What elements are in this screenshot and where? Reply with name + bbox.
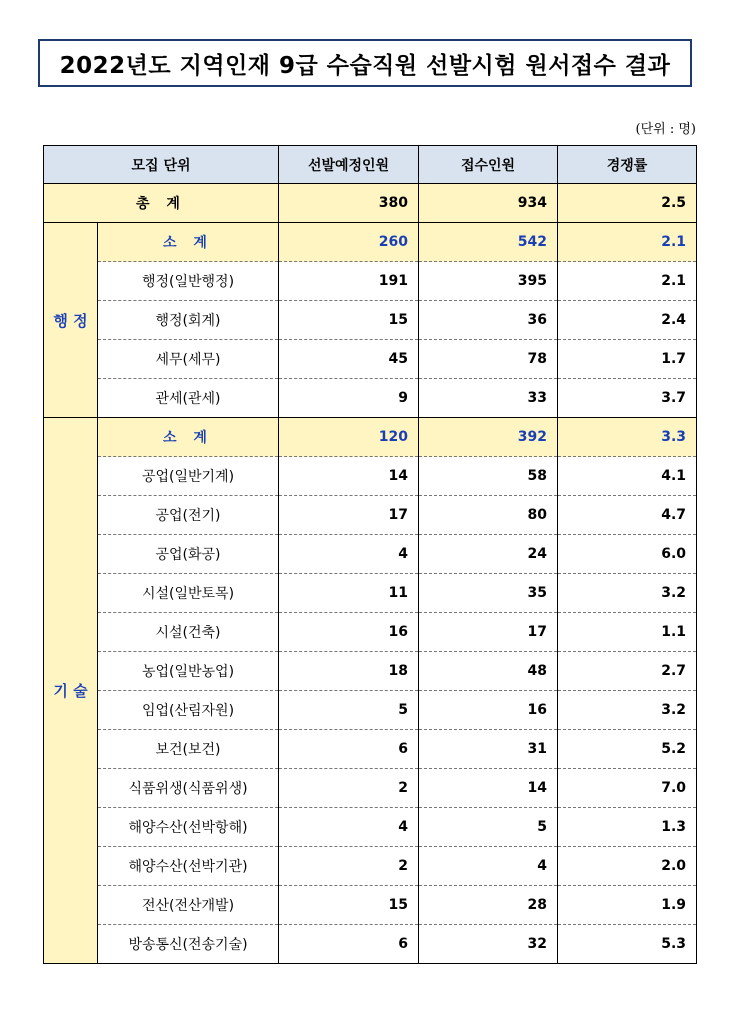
row-ratio: 7.0 <box>558 769 697 808</box>
row-applied: 395 <box>419 262 558 301</box>
row-applied: 78 <box>419 340 558 379</box>
total-label: 총 계 <box>44 184 279 223</box>
row-applied: 80 <box>419 496 558 535</box>
table-row <box>44 847 697 886</box>
row-planned: 11 <box>279 574 419 613</box>
row-planned: 9 <box>279 379 419 418</box>
table-row <box>44 613 697 652</box>
table-row <box>44 340 697 379</box>
table-row <box>44 535 697 574</box>
row-applied: 14 <box>419 769 558 808</box>
subtotal-row <box>44 223 697 262</box>
row-planned: 14 <box>279 457 419 496</box>
table-body <box>44 184 697 964</box>
subtotal-ratio: 3.3 <box>558 418 697 457</box>
row-name: 임업(산림자원) <box>98 691 279 730</box>
row-ratio: 1.3 <box>558 808 697 847</box>
row-planned: 6 <box>279 925 419 964</box>
table-row <box>44 262 697 301</box>
row-name: 보건(보건) <box>98 730 279 769</box>
row-ratio: 3.7 <box>558 379 697 418</box>
row-planned: 2 <box>279 847 419 886</box>
table-row <box>44 301 697 340</box>
row-applied: 24 <box>419 535 558 574</box>
header-planned: 선발예정인원 <box>279 146 419 184</box>
header-applied: 접수인원 <box>419 146 558 184</box>
page-title: 2022년도 지역인재 9급 수습직원 선발시험 원서접수 결과 <box>38 39 692 87</box>
row-planned: 17 <box>279 496 419 535</box>
row-applied: 32 <box>419 925 558 964</box>
row-name: 농업(일반농업) <box>98 652 279 691</box>
header-row <box>44 146 697 184</box>
row-planned: 2 <box>279 769 419 808</box>
row-applied: 33 <box>419 379 558 418</box>
row-planned: 4 <box>279 808 419 847</box>
header-ratio: 경쟁률 <box>558 146 697 184</box>
row-name: 해양수산(선박항해) <box>98 808 279 847</box>
row-applied: 28 <box>419 886 558 925</box>
row-name: 공업(일반기계) <box>98 457 279 496</box>
row-planned: 18 <box>279 652 419 691</box>
row-applied: 5 <box>419 808 558 847</box>
total-row <box>44 184 697 223</box>
subtotal-row <box>44 418 697 457</box>
table-row <box>44 808 697 847</box>
group-label: 기 술 <box>44 418 98 964</box>
row-name: 공업(전기) <box>98 496 279 535</box>
row-planned: 5 <box>279 691 419 730</box>
row-ratio: 2.1 <box>558 262 697 301</box>
row-name: 방송통신(전송기술) <box>98 925 279 964</box>
row-ratio: 2.7 <box>558 652 697 691</box>
total-ratio: 2.5 <box>558 184 697 223</box>
subtotal-label: 소 계 <box>98 223 279 262</box>
row-ratio: 4.7 <box>558 496 697 535</box>
row-applied: 58 <box>419 457 558 496</box>
row-ratio: 1.9 <box>558 886 697 925</box>
row-ratio: 3.2 <box>558 574 697 613</box>
table-row <box>44 652 697 691</box>
row-ratio: 5.2 <box>558 730 697 769</box>
row-planned: 45 <box>279 340 419 379</box>
row-name: 세무(세무) <box>98 340 279 379</box>
table-row <box>44 496 697 535</box>
row-name: 공업(화공) <box>98 535 279 574</box>
total-planned: 380 <box>279 184 419 223</box>
subtotal-applied: 392 <box>419 418 558 457</box>
table-row <box>44 769 697 808</box>
table-row <box>44 691 697 730</box>
row-planned: 6 <box>279 730 419 769</box>
row-planned: 15 <box>279 301 419 340</box>
subtotal-planned: 260 <box>279 223 419 262</box>
row-applied: 4 <box>419 847 558 886</box>
subtotal-ratio: 2.1 <box>558 223 697 262</box>
results-table <box>43 145 697 964</box>
table-row <box>44 886 697 925</box>
row-ratio: 6.0 <box>558 535 697 574</box>
row-planned: 191 <box>279 262 419 301</box>
subtotal-applied: 542 <box>419 223 558 262</box>
header-unit: 모집 단위 <box>44 146 279 184</box>
row-name: 식품위생(식품위생) <box>98 769 279 808</box>
row-applied: 31 <box>419 730 558 769</box>
row-ratio: 5.3 <box>558 925 697 964</box>
row-ratio: 1.1 <box>558 613 697 652</box>
table-row <box>44 925 697 964</box>
row-applied: 16 <box>419 691 558 730</box>
row-applied: 17 <box>419 613 558 652</box>
row-applied: 36 <box>419 301 558 340</box>
row-name: 시설(일반토목) <box>98 574 279 613</box>
row-name: 해양수산(선박기관) <box>98 847 279 886</box>
row-ratio: 2.4 <box>558 301 697 340</box>
row-ratio: 2.0 <box>558 847 697 886</box>
subtotal-label: 소 계 <box>98 418 279 457</box>
row-applied: 35 <box>419 574 558 613</box>
row-name: 전산(전산개발) <box>98 886 279 925</box>
row-planned: 16 <box>279 613 419 652</box>
table-row <box>44 730 697 769</box>
total-applied: 934 <box>419 184 558 223</box>
table-row <box>44 379 697 418</box>
row-name: 시설(건축) <box>98 613 279 652</box>
row-name: 행정(일반행정) <box>98 262 279 301</box>
table-row <box>44 574 697 613</box>
row-name: 행정(회계) <box>98 301 279 340</box>
group-label: 행 정 <box>44 223 98 418</box>
row-planned: 15 <box>279 886 419 925</box>
row-ratio: 4.1 <box>558 457 697 496</box>
unit-label: (단위 : 명) <box>635 122 696 137</box>
row-ratio: 1.7 <box>558 340 697 379</box>
row-applied: 48 <box>419 652 558 691</box>
subtotal-planned: 120 <box>279 418 419 457</box>
table-row <box>44 457 697 496</box>
row-ratio: 3.2 <box>558 691 697 730</box>
row-planned: 4 <box>279 535 419 574</box>
row-name: 관세(관세) <box>98 379 279 418</box>
